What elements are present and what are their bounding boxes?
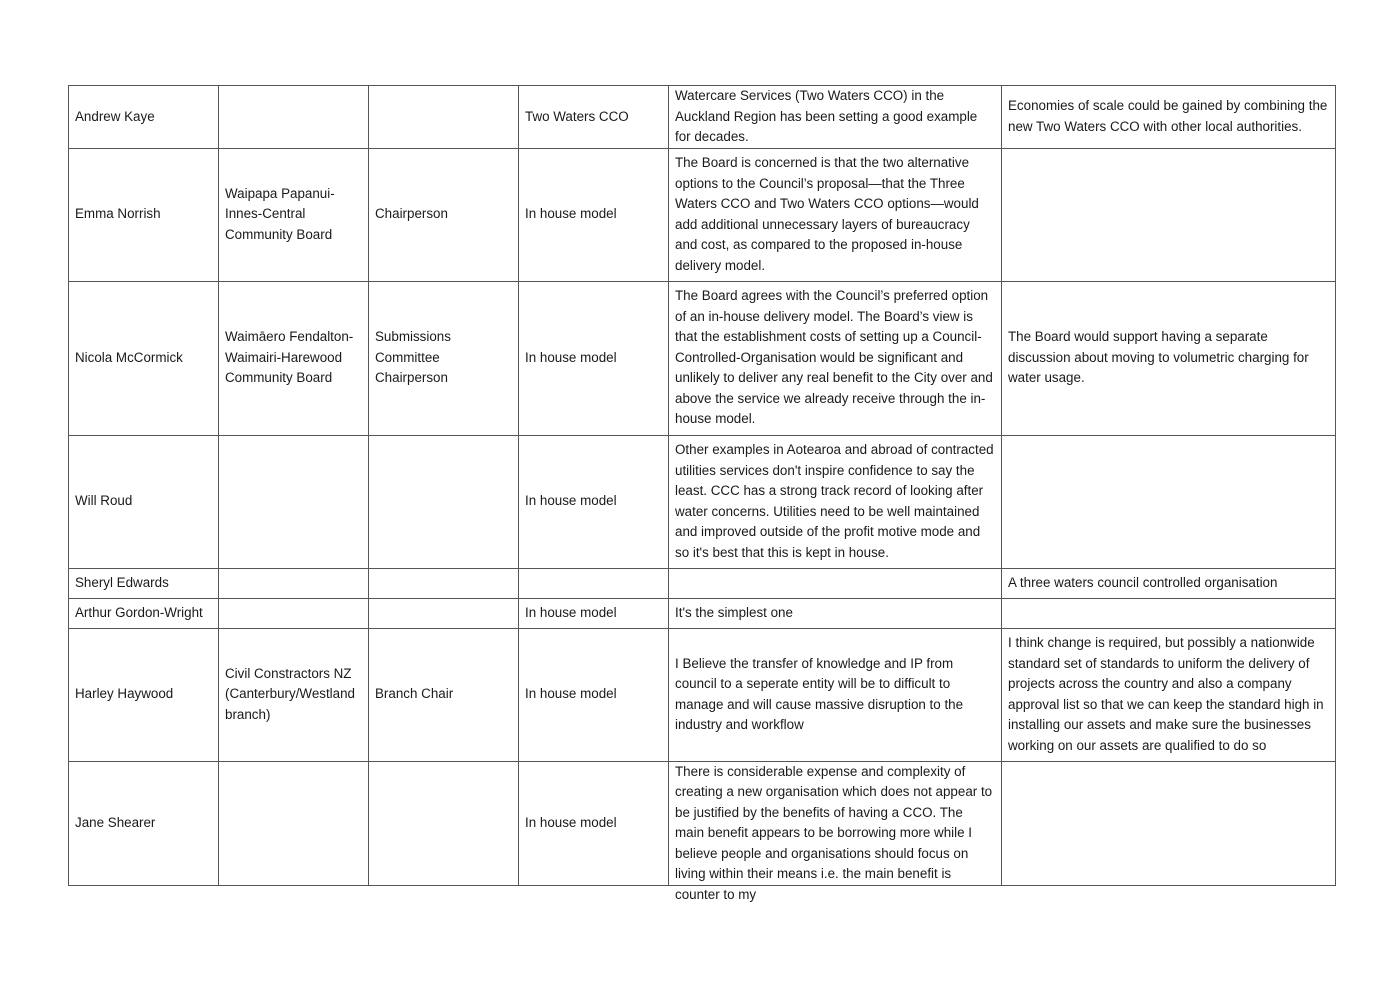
cell-role bbox=[369, 568, 519, 598]
cell-organisation bbox=[219, 435, 369, 568]
cell-preferred-option: In house model bbox=[519, 435, 669, 568]
cell-role bbox=[369, 761, 519, 885]
cell-role bbox=[369, 435, 519, 568]
cell-role: Branch Chair bbox=[369, 628, 519, 761]
table-row bbox=[69, 628, 1336, 761]
cell-reason: The Board is concerned is that the two alternative options to the Council’s proposal—that the Three Waters CCO and Two Waters CCO options—would add additional unnecessary layers of bureaucracy and cost, as compared to the proposed in-house delivery model. bbox=[669, 148, 1002, 281]
cell-comments bbox=[1002, 598, 1336, 628]
cell-preferred-option: In house model bbox=[519, 628, 669, 761]
cell-name: Will Roud bbox=[69, 435, 219, 568]
cell-preferred-option: In house model bbox=[519, 148, 669, 281]
cell-name: Jane Shearer bbox=[69, 761, 219, 885]
cell-reason bbox=[669, 761, 1002, 902]
cell-reason: It's the simplest one bbox=[669, 598, 1002, 628]
table-row bbox=[69, 761, 1336, 885]
cell-name: Harley Haywood bbox=[69, 628, 219, 761]
cell-comments: A three waters council controlled organisation bbox=[1002, 568, 1336, 598]
cell-organisation bbox=[219, 761, 369, 885]
cell-name: Andrew Kaye bbox=[69, 86, 219, 149]
cell-preferred-option: In house model bbox=[519, 598, 669, 628]
table-row bbox=[69, 568, 1336, 598]
cell-comments bbox=[1002, 148, 1336, 281]
submissions-table bbox=[68, 85, 1336, 902]
cell-organisation: Civil Constractors NZ (Canterbury/Westland branch) bbox=[219, 628, 369, 761]
table-row bbox=[69, 598, 1336, 628]
cell-name: Emma Norrish bbox=[69, 148, 219, 281]
table-row bbox=[69, 435, 1336, 568]
cell-role bbox=[369, 598, 519, 628]
cell-comments: I think change is required, but possibly a nationwide standard set of standards to uniform the delivery of projects across the country and also a company approval list so that we can keep the standard high in installing our assets and make sure the businesses working on our assets are qualified to do so bbox=[1002, 628, 1336, 761]
cell-comments: Economies of scale could be gained by combining the new Two Waters CCO with other local authorities. bbox=[1002, 86, 1336, 149]
cell-organisation bbox=[219, 568, 369, 598]
cell-preferred-option: Two Waters CCO bbox=[519, 86, 669, 149]
cell-reason: I Believe the transfer of knowledge and IP from council to a seperate entity will be to difficult to manage and will cause massive disruption to the industry and workflow bbox=[669, 628, 1002, 761]
table-row bbox=[69, 281, 1336, 435]
cell-role: Submissions Committee Chairperson bbox=[369, 281, 519, 435]
cell-reason: Watercare Services (Two Waters CCO) in the Auckland Region has been setting a good example for decades. bbox=[669, 86, 1002, 149]
cell-reason bbox=[669, 568, 1002, 598]
cell-preferred-option bbox=[519, 568, 669, 598]
cell-organisation bbox=[219, 86, 369, 149]
table-row bbox=[69, 86, 1336, 149]
cell-reason: The Board agrees with the Council’s preferred option of an in-house delivery model. The Board’s view is that the establishment costs of setting up a Council-Controlled-Organisation would be significant and unlikely to deliver any real benefit to the City over and above the service we already receive through the in-house model. bbox=[669, 281, 1002, 435]
cell-organisation: Waipapa Papanui-Innes-Central Community Board bbox=[219, 148, 369, 281]
cell-preferred-option: In house model bbox=[519, 761, 669, 885]
cell-role: Chairperson bbox=[369, 148, 519, 281]
cell-comments bbox=[1002, 761, 1336, 885]
cell-organisation: Waimāero Fendalton-Waimairi-Harewood Community Board bbox=[219, 281, 369, 435]
cell-name: Nicola McCormick bbox=[69, 281, 219, 435]
cell-organisation bbox=[219, 598, 369, 628]
cell-role bbox=[369, 86, 519, 149]
cell-name: Arthur Gordon-Wright bbox=[69, 598, 219, 628]
cell-reason-text: There is considerable expense and complexity of creating a new organisation which does not appear to be justified by the benefits of having a CCO. The main benefit appears to be borrowing more while I believe people and organisations should focus on living within their means i.e. the main benefit is counter to my bbox=[675, 763, 993, 902]
cell-comments: The Board would support having a separate discussion about moving to volumetric charging for water usage. bbox=[1002, 281, 1336, 435]
cell-reason: Other examples in Aotearoa and abroad of contracted utilities services don't inspire confidence to say the least. CCC has a strong track record of looking after water concerns. Utilities need to be well maintained and improved outside of the profit motive mode and so it's best that this is kept in house. bbox=[669, 435, 1002, 568]
table-row bbox=[69, 148, 1336, 281]
cell-preferred-option: In house model bbox=[519, 281, 669, 435]
cell-comments bbox=[1002, 435, 1336, 568]
cell-name: Sheryl Edwards bbox=[69, 568, 219, 598]
